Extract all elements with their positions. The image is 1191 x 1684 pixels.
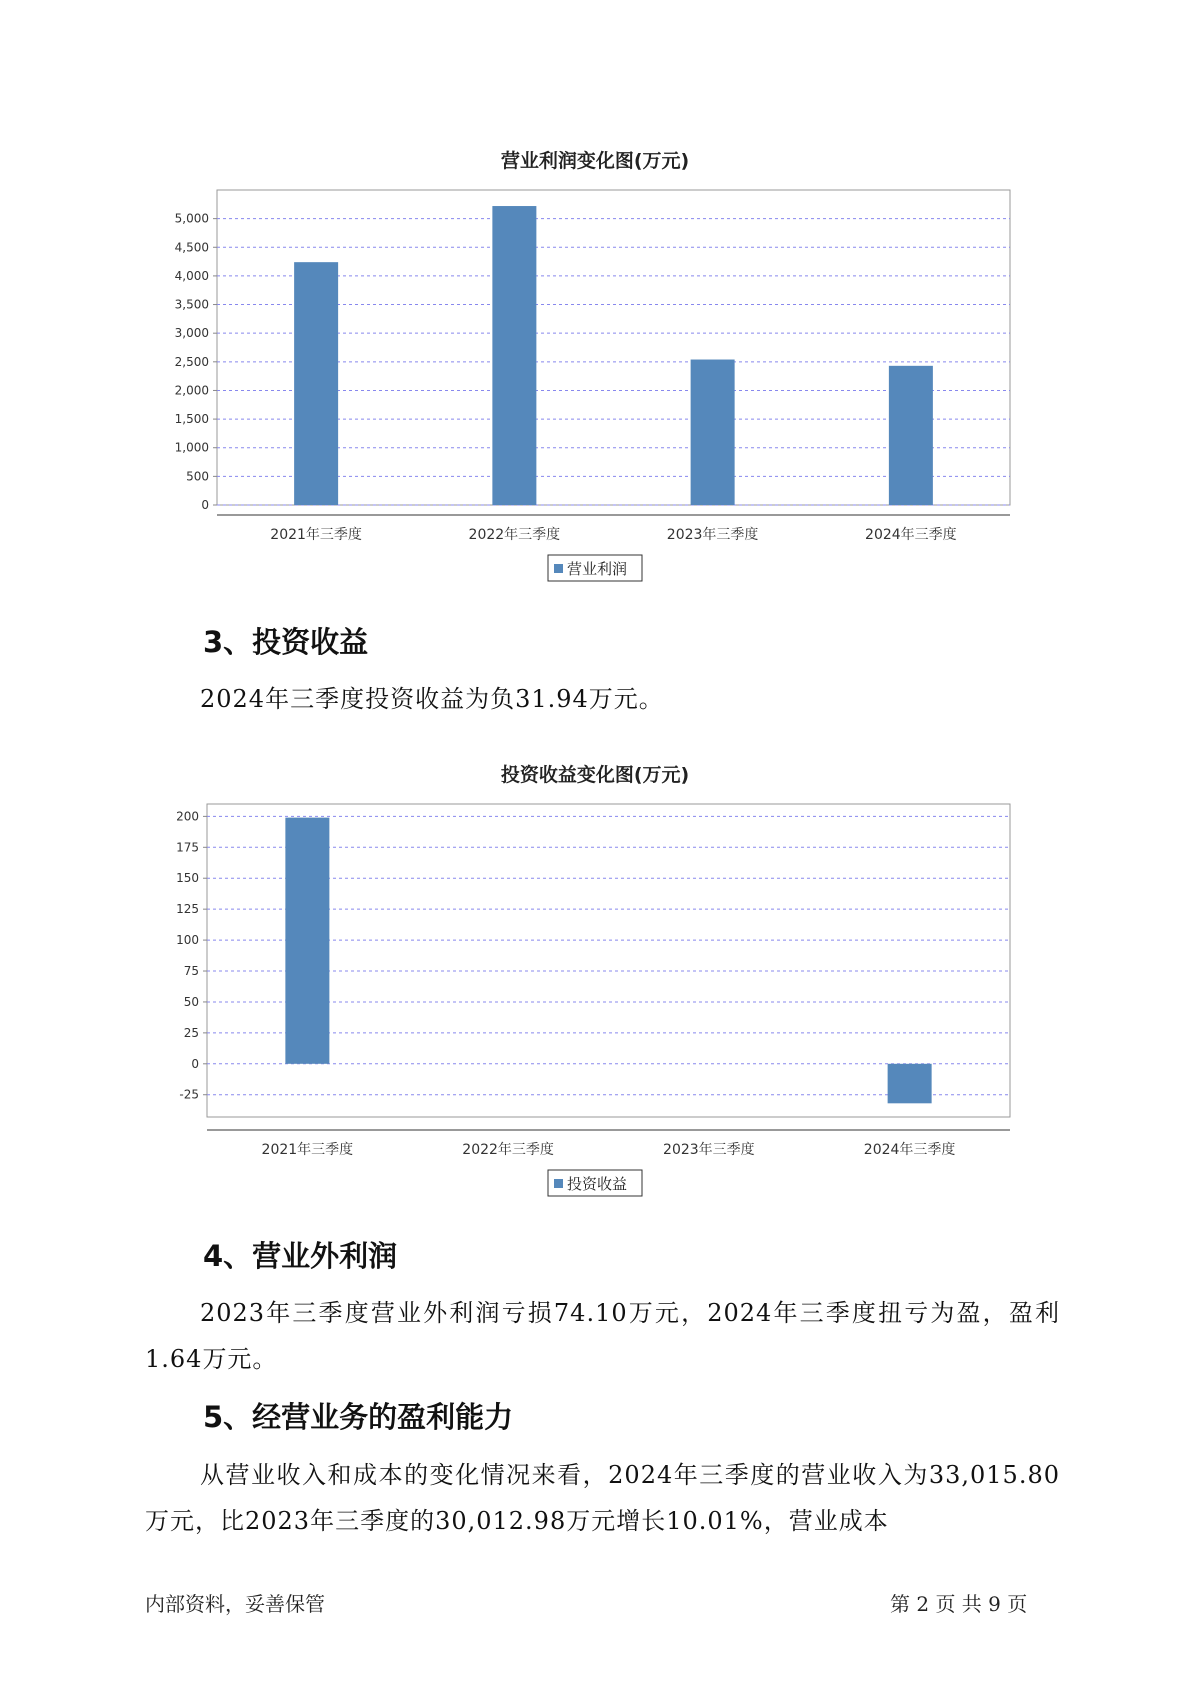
bar [691, 360, 735, 505]
bar [888, 1064, 932, 1104]
section-5-text: 从营业收入和成本的变化情况来看，2024年三季度的营业收入为33,015.80万元，比2023年三季度的30,012.98万元增长10.01%，营业成本 [145, 1461, 1060, 1535]
legend-label: 营业利润 [567, 560, 628, 578]
section-3-heading: 3、投资收益 [203, 625, 369, 659]
bar [285, 818, 329, 1064]
x-tick-label: 2022年三季度 [462, 1142, 554, 1158]
chart-title: 投资收益变化图(万元) [500, 764, 690, 786]
investment-income-chart-svg [0, 750, 1191, 1210]
y-tick-label: 2,500 [174, 354, 209, 369]
x-tick-label: 2022年三季度 [468, 527, 561, 543]
x-tick-label: 2023年三季度 [663, 1142, 755, 1158]
x-tick-label: 2023年三季度 [666, 527, 759, 543]
y-tick-label: 4,500 [174, 240, 209, 255]
y-tick-label: 175 [176, 840, 199, 855]
section-3-text: 2024年三季度投资收益为负31.94万元。 [200, 685, 664, 713]
section-4-heading: 4、营业外利润 [203, 1239, 398, 1273]
y-tick-label: 50 [183, 994, 199, 1009]
y-tick-label: 5,000 [174, 211, 209, 226]
legend-label: 投资收益 [567, 1175, 628, 1193]
y-tick-label: 200 [176, 809, 199, 824]
section-4-text: 2023年三季度营业外利润亏损74.10万元，2024年三季度扭亏为盈，盈利1.64万元。 [145, 1299, 1060, 1373]
y-tick-label: 100 [176, 933, 199, 948]
footer-confidential-note: 内部资料，妥善保管 [145, 1592, 325, 1616]
y-tick-label: 25 [183, 1025, 199, 1040]
y-tick-label: 2,000 [174, 383, 209, 398]
y-tick-label: 125 [176, 902, 199, 917]
y-tick-label: 3,000 [174, 326, 209, 341]
section-5-heading: 5、经营业务的盈利能力 [203, 1400, 514, 1434]
x-tick-label: 2021年三季度 [261, 1142, 354, 1158]
bar [294, 262, 338, 505]
y-tick-label: 75 [183, 964, 199, 979]
x-tick-label: 2021年三季度 [270, 527, 362, 543]
y-tick-label: 1,000 [174, 440, 209, 455]
y-tick-label: 0 [201, 498, 209, 512]
y-tick-label: 150 [176, 871, 199, 886]
investment-income-chart [0, 750, 1191, 1210]
bar [889, 366, 933, 505]
footer-page-number: 第 2 页 共 9 页 [890, 1592, 1028, 1616]
x-tick-label: 2024年三季度 [865, 527, 957, 543]
legend-swatch [554, 564, 563, 573]
operating-profit-chart-svg [0, 135, 1191, 595]
y-tick-label: 0 [191, 1056, 199, 1071]
legend-swatch [554, 1179, 563, 1188]
operating-profit-chart [0, 135, 1191, 595]
y-tick-label: 4,000 [174, 268, 209, 283]
y-tick-label: 3,500 [174, 297, 209, 312]
y-tick-label: 500 [186, 469, 209, 484]
chart-title: 营业利润变化图(万元) [500, 150, 690, 172]
y-tick-label: -25 [179, 1087, 199, 1102]
bar [492, 206, 536, 505]
x-tick-label: 2024年三季度 [863, 1142, 956, 1158]
y-tick-label: 1,500 [174, 412, 209, 427]
